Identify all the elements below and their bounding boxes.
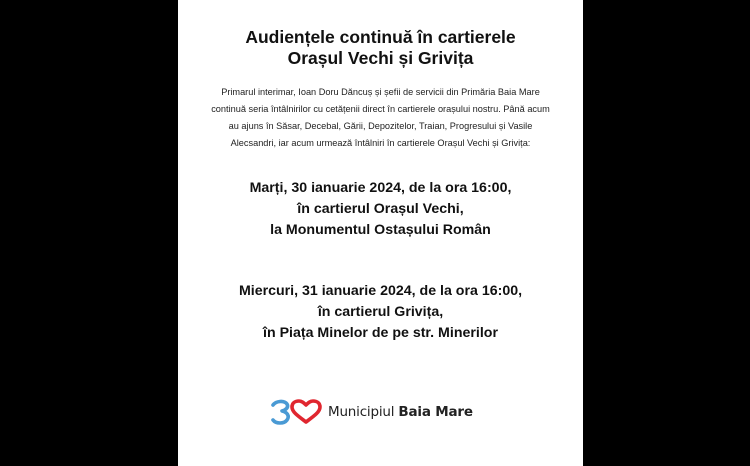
document-page bbox=[178, 0, 583, 466]
municipality-logo bbox=[270, 398, 473, 426]
event-location: în Piața Minelor de pe str. Minerilor bbox=[263, 325, 498, 341]
title-line-2: Orașul Vechi și Grivița bbox=[287, 48, 474, 68]
page-title bbox=[178, 27, 583, 69]
title-line-1: Audiențele continuă în cartierele bbox=[245, 27, 516, 47]
bm-heart-logo-icon bbox=[270, 399, 322, 425]
intro-line-2: continuă seria întâlnirilor cu cetățenii direct în cartierele orașului nostru. Până acum bbox=[211, 104, 550, 114]
event-date-time: Miercuri, 31 ianuarie 2024, de la ora 16:00, bbox=[238, 283, 523, 299]
logo-text-regular: Municipiul bbox=[328, 404, 399, 420]
intro-line-3: au ajuns în Săsar, Decebal, Gării, Depozitelor, Traian, Progresului și Vasile bbox=[228, 121, 533, 131]
intro-line-4: Alecsandri, iar acum urmează întâlniri în cartierele Orașul Vechi și Grivița: bbox=[230, 138, 531, 148]
event-date-time: Marți, 30 ianuarie 2024, de la ora 16:00, bbox=[249, 180, 512, 196]
logo-text bbox=[328, 404, 473, 420]
intro-paragraph bbox=[186, 84, 575, 152]
event-block-2 bbox=[178, 281, 583, 344]
event-district: în cartierul Grivița, bbox=[317, 304, 444, 320]
intro-line-1: Primarul interimar, Ioan Doru Dăncuș și șefii de servicii din Primăria Baia Mare bbox=[221, 87, 540, 97]
event-block-1 bbox=[178, 178, 583, 241]
logo-text-bold: Baia Mare bbox=[398, 404, 473, 420]
event-district: în cartierul Orașul Vechi, bbox=[297, 201, 464, 217]
event-location: la Monumentul Ostașului Român bbox=[270, 222, 491, 238]
